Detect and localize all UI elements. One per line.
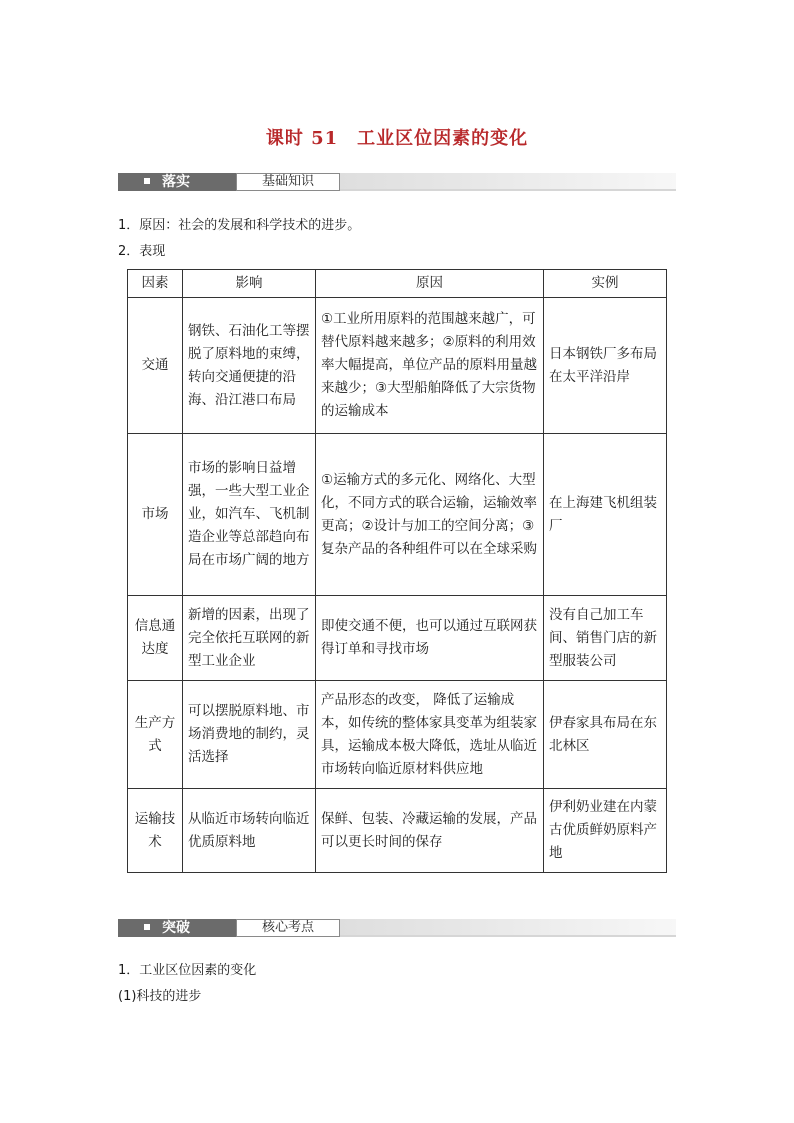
table-header: 影响 — [183, 270, 316, 298]
table-cell: 从临近市场转向临近优质原料地 — [183, 789, 316, 873]
table-cell: 在上海建飞机组装厂 — [544, 434, 667, 596]
table-cell: 市场的影响日益增强，一些大型工业企业，如汽车、飞机制造企业等总部趋向布局在市场广阔的地方 — [183, 434, 316, 596]
section-tag — [118, 919, 236, 937]
table-cell: ①工业所用原料的范围越来越广，可替代原料越来越多；②原料的利用效率大幅提高，单位产品的原料用量越来越少；③大型船舶降低了大宗货物的运输成本 — [316, 298, 544, 434]
text-line: 1．工业区位因素的变化 — [118, 963, 257, 978]
table-row — [128, 434, 667, 596]
section-tag — [118, 173, 236, 191]
table-header-row — [128, 270, 667, 298]
table-cell: 新增的因素，出现了完全依托互联网的新型工业企业 — [183, 596, 316, 681]
table-cell: 市场 — [128, 434, 183, 596]
square-bullet-icon — [144, 924, 150, 930]
table-cell: 交通 — [128, 298, 183, 434]
table-cell: 产品形态的改变， 降低了运输成本，如传统的整体家具变革为组装家具，运输成本极大降低，选址从临近市场转向临近原材料供应地 — [316, 681, 544, 789]
table-header: 因素 — [128, 270, 183, 298]
table-cell: 即使交通不便，也可以通过互联网获得订单和寻找市场 — [316, 596, 544, 681]
text-line: (1)科技的进步 — [118, 989, 202, 1004]
table-cell: ①运输方式的多元化、网络化、大型化，不同方式的联合运输，运输效率更高；②设计与加工的空间分离；③复杂产品的各种组件可以在全球采购 — [316, 434, 544, 596]
section-tag-text: 突破 — [162, 920, 190, 936]
factors-table — [127, 269, 667, 873]
table-cell: 生产方式 — [128, 681, 183, 789]
section-label: 基础知识 — [236, 173, 340, 191]
table-row — [128, 298, 667, 434]
table-cell: 运输技术 — [128, 789, 183, 873]
table-cell: 可以摆脱原料地、市场消费地的制约，灵活选择 — [183, 681, 316, 789]
section-banner-practice — [118, 173, 676, 191]
table-header: 原因 — [316, 270, 544, 298]
text-line: 1．原因：社会的发展和科学技术的进步。 — [118, 218, 361, 233]
table-cell: 伊利奶业建在内蒙古优质鲜奶原料产地 — [544, 789, 667, 873]
section-banner-breakthrough — [118, 919, 676, 937]
section-tag-text: 落实 — [162, 174, 190, 190]
section-label: 核心考点 — [236, 919, 340, 937]
table-cell: 保鲜、包装、冷藏运输的发展，产品可以更长时间的保存 — [316, 789, 544, 873]
square-bullet-icon — [144, 178, 150, 184]
table-header: 实例 — [544, 270, 667, 298]
text-line: 2．表现 — [118, 244, 166, 259]
page-title: 课时 51 工业区位因素的变化 — [265, 128, 529, 149]
table-row — [128, 681, 667, 789]
table-row — [128, 789, 667, 873]
table-cell: 没有自己加工车间、销售门店的新型服装公司 — [544, 596, 667, 681]
table-cell: 钢铁、石油化工等摆脱了原料地的束缚，转向交通便捷的沿海、沿江港口布局 — [183, 298, 316, 434]
table-row — [128, 596, 667, 681]
table-cell: 日本钢铁厂多布局在太平洋沿岸 — [544, 298, 667, 434]
table-cell: 信息通达度 — [128, 596, 183, 681]
table-cell: 伊春家具布局在东北林区 — [544, 681, 667, 789]
